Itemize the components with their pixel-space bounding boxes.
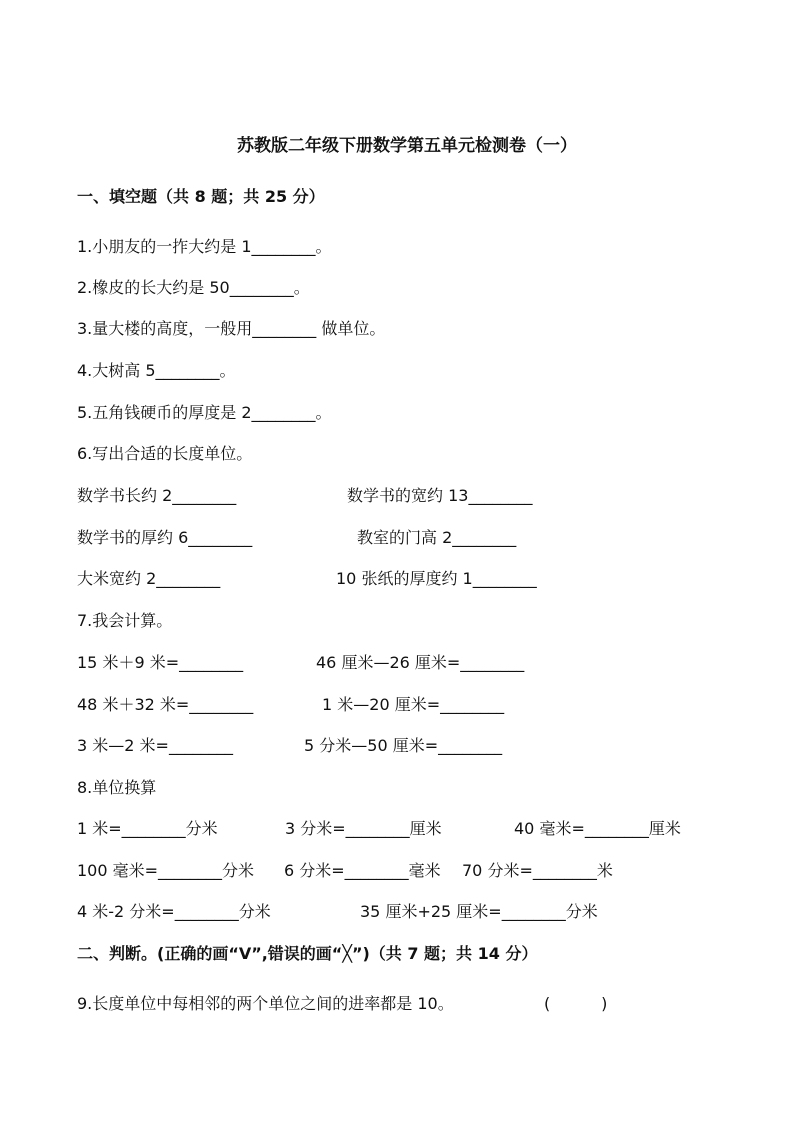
q7-item: 48 米＋32 米=________	[77, 695, 254, 714]
question-6: 6.写出合适的长度单位。	[77, 444, 253, 463]
question-9: 9.长度单位中每相邻的两个单位之间的进率都是 10。	[77, 994, 454, 1013]
question-7: 7.我会计算。	[77, 611, 173, 630]
q6-item: 数学书长约 2________	[77, 486, 237, 505]
q7-item: 1 米—20 厘米=________	[322, 695, 505, 714]
q8-item: 3 分米=________厘米	[285, 819, 442, 838]
question-8: 8.单位换算	[77, 778, 157, 797]
q6-item: 10 张纸的厚度约 1________	[336, 569, 537, 588]
question-4: 4.大树高 5________。	[77, 361, 236, 380]
q8-item: 35 厘米+25 厘米=________分米	[360, 902, 598, 921]
q7-item: 46 厘米—26 厘米=________	[316, 653, 525, 672]
q8-item: 100 毫米=________分米	[77, 861, 255, 880]
q8-item: 1 米=________分米	[77, 819, 218, 838]
section-heading-true-false: 二、判断。(正确的画“V”,错误的画“╳”)（共 7 题；共 14 分）	[77, 944, 538, 963]
page-title: 苏教版二年级下册数学第五单元检测卷（一）	[237, 136, 577, 156]
q8-item: 40 毫米=________厘米	[514, 819, 681, 838]
q8-item: 4 米-2 分米=________分米	[77, 902, 271, 921]
section-heading-fill-blank: 一、填空题（共 8 题；共 25 分）	[77, 187, 325, 206]
question-1: 1.小朋友的一拃大约是 1________。	[77, 237, 332, 256]
q6-item: 大米宽约 2________	[77, 569, 221, 588]
q6-item: 数学书的宽约 13________	[347, 486, 533, 505]
q8-item: 6 分米=________毫米	[284, 861, 441, 880]
question-3: 3.量大楼的高度，一般用________ 做单位。	[77, 319, 386, 338]
q7-item: 3 米—2 米=________	[77, 736, 233, 755]
q6-item: 教室的门高 2________	[357, 528, 517, 547]
answer-bracket[interactable]: ( )	[544, 994, 608, 1013]
question-5: 5.五角钱硬币的厚度是 2________。	[77, 403, 332, 422]
q8-item: 70 分米=________米	[462, 861, 613, 880]
q7-item: 15 米＋9 米=________	[77, 653, 244, 672]
question-2: 2.橡皮的长大约是 50________。	[77, 278, 310, 297]
q7-item: 5 分米—50 厘米=________	[304, 736, 503, 755]
q6-item: 数学书的厚约 6________	[77, 528, 253, 547]
